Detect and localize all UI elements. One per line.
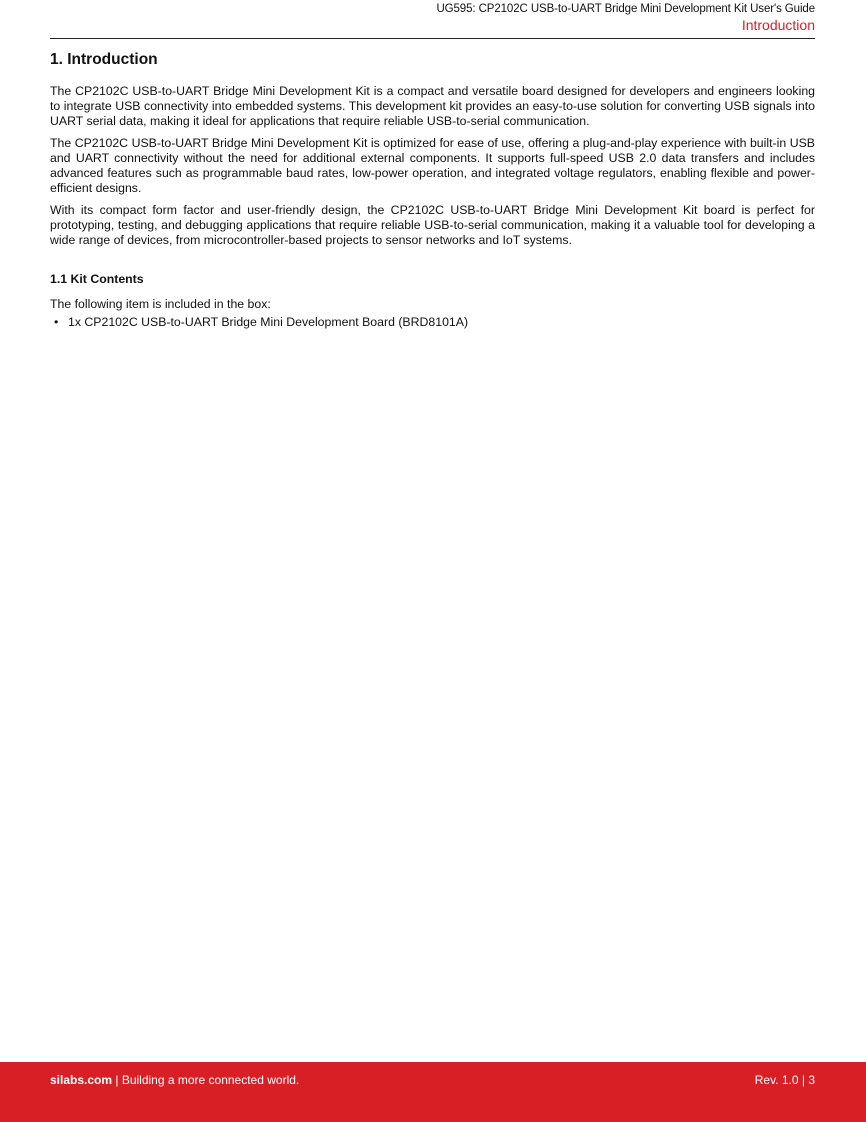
revision-and-page-number: Rev. 1.0 | 3 — [754, 1073, 815, 1087]
site-link[interactable]: silabs.com — [50, 1073, 113, 1087]
page-content — [50, 50, 815, 330]
header-divider — [50, 38, 815, 39]
page-header — [50, 2, 815, 34]
section-heading: 1. Introduction — [50, 51, 158, 68]
paragraph-1: The CP2102C USB-to-UART Bridge Mini Development Kit is a compact and versatile board designed for developers and engineers looking to integrate USB connectivity into embedded systems. This development kit provides an easy-to-use solution for converting USB signals into UART serial data, making it ideal for applications that require reliable USB-to-serial communication. — [50, 84, 815, 128]
running-section-title: Introduction — [741, 17, 815, 33]
subsection-heading: 1.1 Kit Contents — [50, 272, 144, 286]
list-item-text: 1x CP2102C USB-to-UART Bridge Mini Development Board (BRD8101A) — [68, 315, 469, 329]
footer-branding — [50, 1073, 299, 1088]
list-item — [50, 314, 815, 330]
document-title: UG595: CP2102C USB-to-UART Bridge Mini Development Kit User's Guide — [436, 3, 815, 15]
paragraph-3: With its compact form factor and user-friendly design, the CP2102C USB-to-UART Bridge Mini Development Kit board is perfect for prototyping, testing, and debugging applications that require reliable USB-to-serial communication, making it a valuable tool for developing a wide range of devices, from microcontroller-based projects to sensor networks and IoT systems. — [50, 203, 815, 247]
footer-tagline: | Building a more connected world. — [112, 1073, 300, 1087]
kit-contents-list — [50, 314, 815, 330]
page-footer — [0, 1062, 866, 1122]
paragraph-2: The CP2102C USB-to-UART Bridge Mini Development Kit is optimized for ease of use, offering a plug-and-play experience with built-in USB and UART connectivity without the need for additional external components. It supports full-speed USB 2.0 data transfers and includes advanced features such as programmable baud rates, low-power operation, and integrated voltage regulators, enabling flexible and power-efficient designs. — [50, 136, 815, 195]
kit-contents-intro: The following item is included in the box: — [50, 297, 271, 311]
bullet-icon: • — [54, 315, 59, 329]
